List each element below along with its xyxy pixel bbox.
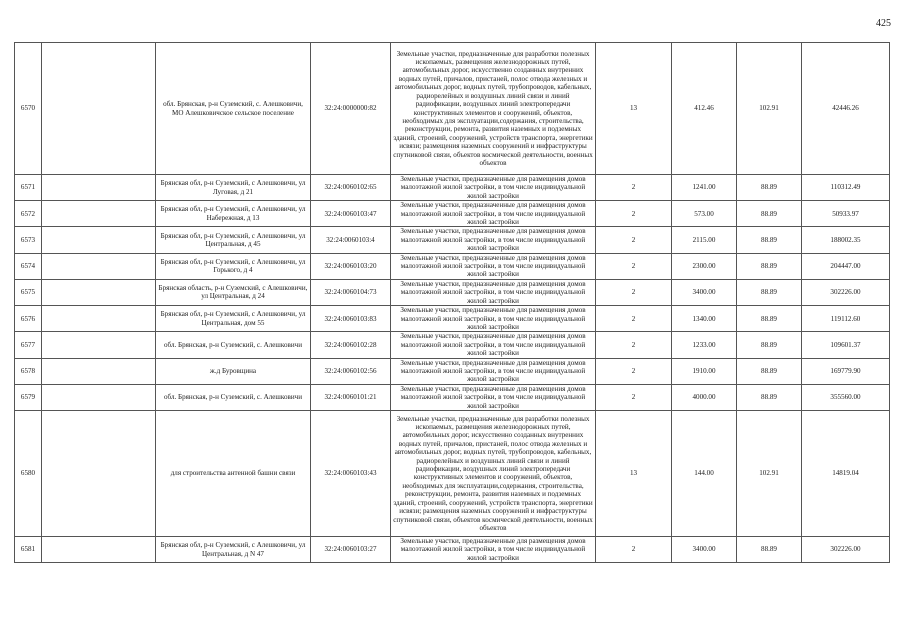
address-cell: Брянская обл, р-н Суземский, с Алешковичи, ул Центральная, д 45 bbox=[156, 227, 311, 253]
blank-cell bbox=[42, 384, 156, 410]
row-number-cell: 6571 bbox=[15, 175, 42, 201]
blank-cell bbox=[42, 410, 156, 536]
table-row bbox=[15, 227, 890, 253]
address-cell: Брянская обл, р-н Суземский, с Алешковичи, ул Центральная, д N 47 bbox=[156, 536, 311, 562]
table-row bbox=[15, 43, 890, 175]
table-row bbox=[15, 384, 890, 410]
land-plots-table bbox=[14, 42, 890, 563]
rate-cell: 102.91 bbox=[737, 43, 802, 175]
permitted-use-cell: Земельные участки, предназначенные для размещения домов малоэтажной жилой застройки, в том числе индивидуальной жилой застройки bbox=[391, 306, 596, 332]
area-cell: 3400.00 bbox=[672, 536, 737, 562]
rate-cell: 88.89 bbox=[737, 253, 802, 279]
area-cell: 4000.00 bbox=[672, 384, 737, 410]
cadastral-value-cell: 169779.90 bbox=[802, 358, 890, 384]
address-cell: Брянская обл, р-н Суземский, с Алешковичи, ул Луговая, д 21 bbox=[156, 175, 311, 201]
row-number-cell: 6580 bbox=[15, 410, 42, 536]
address-cell: для строительства антенной башни связи bbox=[156, 410, 311, 536]
permitted-use-cell: Земельные участки, предназначенные для размещения домов малоэтажной жилой застройки, в том числе индивидуальной жилой застройки bbox=[391, 536, 596, 562]
row-number-cell: 6579 bbox=[15, 384, 42, 410]
row-number-cell: 6575 bbox=[15, 279, 42, 305]
permitted-use-cell: Земельные участки, предназначенные для разработки полезных ископаемых, размещения железнодорожных путей, автомобильных дорог, искусственно созданных внутренних водных путей, причалов, пристаней, полос отвода железных и автомобильных дорог, водных путей, трубопроводов, кабельных, радиорелейных и воздушных линий связи и линий радиофикации, воздушных линий электропередачи конструктивных элементов и сооружений, объектов, необходимых для эксплуатации,содержания, строительства, реконструкции, ремонта, развития наземных и подземных зданий, строений, сооружений, устройств транспорта, энергетики исвязи; размещения наземных сооружений и инфраструктуры спутниковой связи, объектов космической деятельности, военных объектов bbox=[391, 410, 596, 536]
group-number-cell: 13 bbox=[596, 43, 672, 175]
cadastral-number-cell: 32:24:0060102:56 bbox=[311, 358, 391, 384]
cadastral-value-cell: 302226.00 bbox=[802, 536, 890, 562]
address-cell: обл. Брянская, р-н Суземский, с. Алешковичи bbox=[156, 384, 311, 410]
cadastral-value-cell: 50933.97 bbox=[802, 201, 890, 227]
rate-cell: 88.89 bbox=[737, 536, 802, 562]
cadastral-value-cell: 188002.35 bbox=[802, 227, 890, 253]
row-number-cell: 6572 bbox=[15, 201, 42, 227]
table-row bbox=[15, 306, 890, 332]
table-row bbox=[15, 175, 890, 201]
blank-cell bbox=[42, 201, 156, 227]
group-number-cell: 2 bbox=[596, 306, 672, 332]
permitted-use-cell: Земельные участки, предназначенные для размещения домов малоэтажной жилой застройки, в том числе индивидуальной жилой застройки bbox=[391, 227, 596, 253]
row-number-cell: 6576 bbox=[15, 306, 42, 332]
cadastral-number-cell: 32:24:0060104:73 bbox=[311, 279, 391, 305]
blank-cell bbox=[42, 332, 156, 358]
permitted-use-cell: Земельные участки, предназначенные для размещения домов малоэтажной жилой застройки, в том числе индивидуальной жилой застройки bbox=[391, 175, 596, 201]
table-row bbox=[15, 253, 890, 279]
cadastral-number-cell: 32:24:0060102:65 bbox=[311, 175, 391, 201]
cadastral-number-cell: 32:24:0060102:28 bbox=[311, 332, 391, 358]
area-cell: 3400.00 bbox=[672, 279, 737, 305]
row-number-cell: 6573 bbox=[15, 227, 42, 253]
table-row bbox=[15, 332, 890, 358]
rate-cell: 88.89 bbox=[737, 175, 802, 201]
permitted-use-cell: Земельные участки, предназначенные для разработки полезных ископаемых, размещения железнодорожных путей, автомобильных дорог, искусственно созданных внутренних водных путей, причалов, пристаней, полос отвода железных и автомобильных дорог, водных путей, трубопроводов, кабельных, радиорелейных и воздушных линий связи и линий радиофикации, воздушных линий электропередачи конструктивных элементов и сооружений, объектов, необходимых для эксплуатации,содержания, строительства, реконструкции, ремонта, развития наземных и подземных зданий, строений, сооружений, устройств транспорта, энергетики исвязи; размещения наземных сооружений и инфраструктуры спутниковой связи, объектов космической деятельности, военных объектов bbox=[391, 43, 596, 175]
table-row bbox=[15, 536, 890, 562]
group-number-cell: 2 bbox=[596, 358, 672, 384]
cadastral-number-cell: 32:24:0060103:43 bbox=[311, 410, 391, 536]
group-number-cell: 13 bbox=[596, 410, 672, 536]
rate-cell: 102.91 bbox=[737, 410, 802, 536]
blank-cell bbox=[42, 306, 156, 332]
blank-cell bbox=[42, 227, 156, 253]
row-number-cell: 6578 bbox=[15, 358, 42, 384]
page-number: 425 bbox=[876, 18, 891, 29]
cadastral-number-cell: 32:24:0060103:83 bbox=[311, 306, 391, 332]
group-number-cell: 2 bbox=[596, 175, 672, 201]
cadastral-value-cell: 109601.37 bbox=[802, 332, 890, 358]
address-cell: Брянская область, р-н Суземский, с Алешковичи, ул Центральная, д 24 bbox=[156, 279, 311, 305]
cadastral-number-cell: 32:24:0060101:21 bbox=[311, 384, 391, 410]
permitted-use-cell: Земельные участки, предназначенные для размещения домов малоэтажной жилой застройки, в том числе индивидуальной жилой застройки bbox=[391, 358, 596, 384]
blank-cell bbox=[42, 536, 156, 562]
address-cell: обл. Брянская, р-н Суземский, с. Алешковичи bbox=[156, 332, 311, 358]
blank-cell bbox=[42, 43, 156, 175]
table-row bbox=[15, 410, 890, 536]
group-number-cell: 2 bbox=[596, 384, 672, 410]
cadastral-number-cell: 32:24:0060103:27 bbox=[311, 536, 391, 562]
rate-cell: 88.89 bbox=[737, 306, 802, 332]
cadastral-value-cell: 14819.04 bbox=[802, 410, 890, 536]
blank-cell bbox=[42, 253, 156, 279]
cadastral-value-cell: 119112.60 bbox=[802, 306, 890, 332]
cadastral-number-cell: 32:24:0060103:20 bbox=[311, 253, 391, 279]
rate-cell: 88.89 bbox=[737, 332, 802, 358]
cadastral-number-cell: 32:24:0060103:47 bbox=[311, 201, 391, 227]
address-cell: обл. Брянская, р-н Суземский, с. Алешковичи, МО Алешковичское сельское поселение bbox=[156, 43, 311, 175]
area-cell: 2300.00 bbox=[672, 253, 737, 279]
table-body bbox=[15, 43, 890, 563]
cadastral-number-cell: 32:24:0000000:82 bbox=[311, 43, 391, 175]
area-cell: 1340.00 bbox=[672, 306, 737, 332]
row-number-cell: 6570 bbox=[15, 43, 42, 175]
area-cell: 412.46 bbox=[672, 43, 737, 175]
blank-cell bbox=[42, 358, 156, 384]
group-number-cell: 2 bbox=[596, 201, 672, 227]
cadastral-value-cell: 302226.00 bbox=[802, 279, 890, 305]
rate-cell: 88.89 bbox=[737, 384, 802, 410]
area-cell: 1910.00 bbox=[672, 358, 737, 384]
table-row bbox=[15, 358, 890, 384]
row-number-cell: 6574 bbox=[15, 253, 42, 279]
group-number-cell: 2 bbox=[596, 253, 672, 279]
rate-cell: 88.89 bbox=[737, 201, 802, 227]
area-cell: 2115.00 bbox=[672, 227, 737, 253]
cadastral-value-cell: 42446.26 bbox=[802, 43, 890, 175]
group-number-cell: 2 bbox=[596, 536, 672, 562]
rate-cell: 88.89 bbox=[737, 227, 802, 253]
permitted-use-cell: Земельные участки, предназначенные для размещения домов малоэтажной жилой застройки, в том числе индивидуальной жилой застройки bbox=[391, 253, 596, 279]
rate-cell: 88.89 bbox=[737, 358, 802, 384]
cadastral-value-cell: 355560.00 bbox=[802, 384, 890, 410]
rate-cell: 88.89 bbox=[737, 279, 802, 305]
address-cell: Брянская обл, р-н Суземский, с Алешковичи, ул Центральная, дом 55 bbox=[156, 306, 311, 332]
row-number-cell: 6577 bbox=[15, 332, 42, 358]
cadastral-value-cell: 110312.49 bbox=[802, 175, 890, 201]
cadastral-number-cell: 32:24:0060103:4 bbox=[311, 227, 391, 253]
area-cell: 144.00 bbox=[672, 410, 737, 536]
group-number-cell: 2 bbox=[596, 227, 672, 253]
group-number-cell: 2 bbox=[596, 332, 672, 358]
address-cell: ж.д Буровщина bbox=[156, 358, 311, 384]
row-number-cell: 6581 bbox=[15, 536, 42, 562]
address-cell: Брянская обл, р-н Суземский, с Алешковичи, ул Горького, д 4 bbox=[156, 253, 311, 279]
area-cell: 1233.00 bbox=[672, 332, 737, 358]
cadastral-value-cell: 204447.00 bbox=[802, 253, 890, 279]
table-row bbox=[15, 201, 890, 227]
permitted-use-cell: Земельные участки, предназначенные для размещения домов малоэтажной жилой застройки, в том числе индивидуальной жилой застройки bbox=[391, 279, 596, 305]
blank-cell bbox=[42, 175, 156, 201]
permitted-use-cell: Земельные участки, предназначенные для размещения домов малоэтажной жилой застройки, в том числе индивидуальной жилой застройки bbox=[391, 201, 596, 227]
group-number-cell: 2 bbox=[596, 279, 672, 305]
area-cell: 573.00 bbox=[672, 201, 737, 227]
permitted-use-cell: Земельные участки, предназначенные для размещения домов малоэтажной жилой застройки, в том числе индивидуальной жилой застройки bbox=[391, 332, 596, 358]
blank-cell bbox=[42, 279, 156, 305]
permitted-use-cell: Земельные участки, предназначенные для размещения домов малоэтажной жилой застройки, в том числе индивидуальной жилой застройки bbox=[391, 384, 596, 410]
address-cell: Брянская обл, р-н Суземский, с Алешковичи, ул Набережная, д 13 bbox=[156, 201, 311, 227]
area-cell: 1241.00 bbox=[672, 175, 737, 201]
table-row bbox=[15, 279, 890, 305]
